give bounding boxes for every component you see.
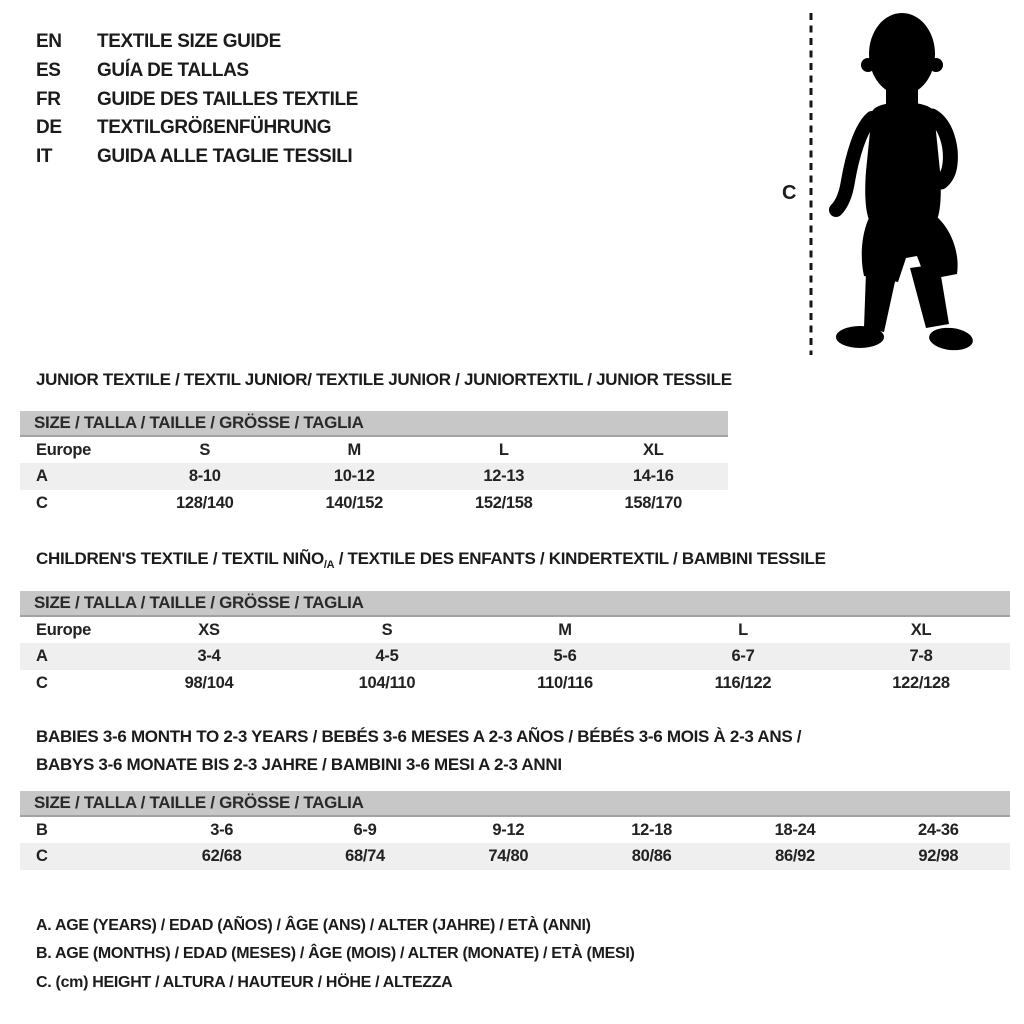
language-code: FR <box>36 88 61 110</box>
heading-line-2: BABYS 3-6 MONATE BIS 2-3 JAHRE / BAMBINI 3-6 MESI A 2-3 ANNI <box>36 755 562 774</box>
row-label: Europe <box>36 620 92 639</box>
babies-size-table <box>20 791 1010 870</box>
row-label: Europe <box>36 440 92 459</box>
note-c: C. (cm) HEIGHT / ALTURA / HAUTEUR / HÖHE / ALTEZZA <box>36 973 453 991</box>
cell: XS <box>198 620 220 639</box>
cell: 10-12 <box>280 463 430 490</box>
cell: M <box>347 440 361 459</box>
language-title: TEXTILGRÖßENFÜHRUNG <box>97 117 332 139</box>
cell: M <box>558 620 572 639</box>
cell: 128/140 <box>175 494 234 512</box>
cell: 158/170 <box>624 494 683 512</box>
row-label: C <box>36 494 48 512</box>
language-row-es <box>36 57 358 86</box>
table-row <box>20 436 728 463</box>
cell: 3-6 <box>210 820 234 839</box>
cell: 98/104 <box>184 674 234 692</box>
table-row <box>20 670 1010 697</box>
cell: 7-8 <box>832 643 1010 670</box>
row-label: C <box>36 674 48 692</box>
cell: 116/122 <box>714 674 772 692</box>
table-row <box>20 843 1010 870</box>
heading-subscript: /A <box>323 559 335 571</box>
language-code: ES <box>36 59 61 81</box>
cell: 80/86 <box>580 843 723 870</box>
table-row <box>20 643 1010 670</box>
cell: S <box>381 620 393 639</box>
cell: 14-16 <box>579 463 729 490</box>
row-label: C <box>20 843 150 870</box>
cell: L <box>498 440 509 459</box>
cell: 74/80 <box>437 843 580 870</box>
babies-section-heading <box>36 723 801 779</box>
cell: 12-13 <box>429 463 579 490</box>
cell: 122/128 <box>892 674 950 692</box>
language-title: GUÍA DE TALLAS <box>97 59 249 81</box>
cell: 140/152 <box>325 494 384 512</box>
cell: 4-5 <box>298 643 476 670</box>
cell: 152/158 <box>474 494 533 512</box>
heading-text: CHILDREN'S TEXTILE / TEXTIL NIÑO <box>36 549 324 568</box>
language-title: TEXTILE SIZE GUIDE <box>97 31 281 52</box>
cell: 92/98 <box>867 843 1010 870</box>
language-list <box>36 28 358 172</box>
table-header-label: SIZE / TALLA / TAILLE / GRÖSSE / TAGLIA <box>20 411 728 436</box>
language-row-it <box>36 143 358 172</box>
height-measure-label: C <box>782 182 797 204</box>
junior-section-heading: JUNIOR TEXTILE / TEXTIL JUNIOR/ TEXTILE JUNIOR / JUNIORTEXTIL / JUNIOR TESSILE <box>36 370 732 389</box>
cell: 62/68 <box>150 843 293 870</box>
language-code: IT <box>36 146 53 168</box>
cell: 86/92 <box>723 843 866 870</box>
junior-size-table <box>20 411 728 517</box>
cell: XL <box>910 620 932 639</box>
table-header-bar <box>20 411 728 436</box>
cell: 68/74 <box>293 843 436 870</box>
heading-line-1: BABIES 3-6 MONTH TO 2-3 YEARS / BEBÉS 3-6 MESES A 2-3 AÑOS / BÉBÉS 3-6 MOIS À 2-3 ANS / <box>36 727 802 746</box>
row-label: A <box>20 463 130 490</box>
language-row-de <box>36 114 358 143</box>
table-header-bar <box>20 591 1010 616</box>
table-header-label: SIZE / TALLA / TAILLE / GRÖSSE / TAGLIA <box>20 591 1010 616</box>
legend-notes <box>36 912 635 997</box>
cell: S <box>199 440 211 459</box>
cell: 24-36 <box>917 820 959 839</box>
children-section-heading <box>36 549 826 571</box>
cell: 104/110 <box>358 674 416 692</box>
cell: 18-24 <box>774 820 816 839</box>
language-title: GUIDA ALLE TAGLIE TESSILI <box>97 146 353 168</box>
language-title: GUIDE DES TAILLES TEXTILE <box>97 88 358 110</box>
table-row <box>20 816 1010 843</box>
cell: 5-6 <box>476 643 654 670</box>
row-label: A <box>20 643 120 670</box>
heading-text: / TEXTILE DES ENFANTS / KINDERTEXTIL / BAMBINI TESSILE <box>334 549 826 568</box>
language-row-fr <box>36 86 358 115</box>
cell: 6-7 <box>654 643 832 670</box>
toddler-silhouette-icon <box>818 6 980 358</box>
figure-area <box>770 0 1024 375</box>
cell: 9-12 <box>492 820 525 839</box>
cell: L <box>738 620 748 639</box>
cell: 110/116 <box>537 674 593 692</box>
language-code: EN <box>36 31 62 52</box>
note-a: A. AGE (YEARS) / EDAD (AÑOS) / ÂGE (ANS) / ALTER (JAHRE) / ETÀ (ANNI) <box>36 917 591 934</box>
height-measure-line <box>809 13 813 355</box>
cell: 12-18 <box>631 820 672 839</box>
table-header-label: SIZE / TALLA / TAILLE / GRÖSSE / TAGLIA <box>20 791 1010 816</box>
table-header-bar <box>20 791 1010 816</box>
cell: 3-4 <box>120 643 298 670</box>
language-code: DE <box>36 117 62 139</box>
cell: 6-9 <box>353 820 377 839</box>
cell: 8-10 <box>130 463 280 490</box>
table-row <box>20 616 1010 643</box>
language-row-en <box>36 28 358 57</box>
table-row <box>20 490 728 517</box>
cell: XL <box>643 440 664 459</box>
table-row <box>20 463 728 490</box>
children-size-table <box>20 591 1010 697</box>
row-label: B <box>36 820 48 839</box>
note-b: B. AGE (MONTHS) / EDAD (MESES) / ÂGE (MOIS) / ALTER (MONATE) / ETÀ (MESI) <box>36 945 635 963</box>
